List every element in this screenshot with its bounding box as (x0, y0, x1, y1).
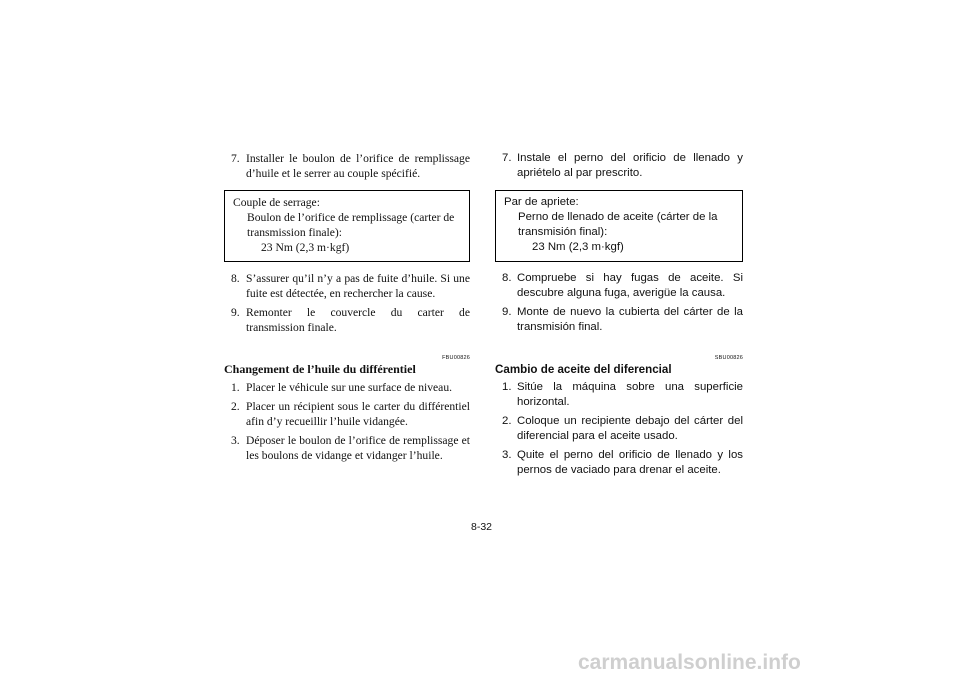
french-column (224, 151, 470, 463)
es-step-8-text: Compruebe si hay fugas de aceite. Si descubre alguna fuga, averigüe la causa. (517, 272, 743, 299)
es-step-7-number: 7. (502, 152, 512, 164)
es-torque-value: 23 Nm (2,3 m·kgf) (532, 241, 624, 253)
fr-step-1-number: 1. (231, 381, 240, 394)
fr-section-heading: Changement de l’huile du différentiel (224, 362, 416, 376)
fr-section-code: FBU00826 (442, 355, 470, 361)
fr-step-9-number: 9. (231, 306, 240, 319)
es-step-2 (495, 414, 743, 444)
fr-torque-title: Couple de serrage: (233, 196, 320, 209)
fr-step-7-number: 7. (231, 152, 240, 165)
watermark: carmanualsonline.info (578, 651, 801, 674)
fr-step-3-text: Déposer le boulon de l’orifice de remplissage et les boulons de vidange et vidanger l’huile. (246, 434, 470, 462)
fr-torque-part: Boulon de l’orifice de remplissage (carter de transmission finale): (247, 211, 455, 239)
fr-torque-box (224, 190, 470, 262)
fr-step-2 (224, 399, 470, 429)
fr-step-8-text: S’assurer qu’il n’y a pas de fuite d’huile. Si une fuite est détectée, en rechercher la cause. (246, 272, 470, 300)
es-section-heading: Cambio de aceite del diferencial (495, 363, 672, 376)
es-step-3-text: Quite el perno del orificio de llenado y los pernos de vaciado para drenar el aceite. (517, 449, 743, 476)
es-torque-box (495, 190, 743, 262)
es-step-7-text: Instale el perno del orificio de llenado y apriételo al par prescrito. (517, 152, 743, 179)
es-torque-title: Par de apriete: (504, 196, 579, 208)
fr-step-8-number: 8. (231, 272, 240, 285)
fr-step-7 (224, 151, 470, 181)
es-step-9 (495, 305, 743, 335)
es-step-1 (495, 380, 743, 410)
fr-step-9 (224, 305, 470, 335)
fr-step-1 (224, 380, 470, 395)
fr-step-1-text: Placer le véhicule sur une surface de niveau. (246, 381, 453, 394)
es-step-1-number: 1. (502, 381, 512, 393)
es-step-8-number: 8. (502, 272, 512, 284)
es-step-1-text: Sitúe la máquina sobre una superficie horizontal. (517, 381, 743, 408)
fr-step-7-text: Installer le boulon de l’orifice de remplissage d’huile et le serrer au couple spécifié. (246, 152, 470, 180)
es-step-3 (495, 448, 743, 478)
es-step-7 (495, 151, 743, 181)
fr-step-3-number: 3. (231, 434, 240, 447)
es-step-2-text: Coloque un recipiente debajo del cárter del diferencial para el aceite usado. (517, 415, 743, 442)
fr-step-2-text: Placer un récipient sous le carter du différentiel afin d’y recueillir l’huile vidangée. (246, 400, 470, 428)
es-section-code: SBU00826 (714, 355, 743, 361)
spanish-column (495, 151, 743, 478)
es-step-9-number: 9. (502, 306, 512, 318)
fr-step-3 (224, 433, 470, 463)
es-torque-part: Perno de llenado de aceite (cárter de la transmisión final): (518, 211, 718, 238)
es-step-9-text: Monte de nuevo la cubierta del cárter de la transmisión final. (517, 306, 743, 333)
fr-torque-value: 23 Nm (2,3 m·kgf) (261, 241, 350, 254)
page-number: 8-32 (471, 521, 493, 533)
fr-step-8 (224, 271, 470, 301)
fr-step-2-number: 2. (231, 400, 240, 413)
es-step-8 (495, 271, 743, 301)
es-step-2-number: 2. (502, 415, 512, 427)
fr-step-9-text: Remonter le couvercle du carter de transmission finale. (246, 306, 470, 334)
es-step-3-number: 3. (502, 449, 512, 461)
